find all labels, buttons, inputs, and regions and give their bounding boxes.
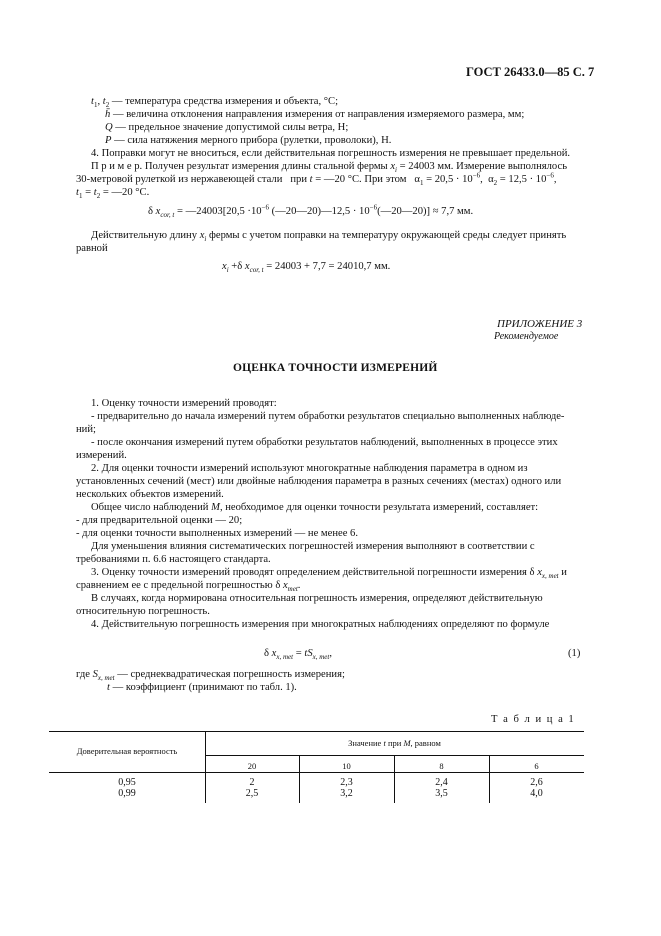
- body-p2c: - для предварительной оценки — 20;: [76, 515, 243, 526]
- table-col-header: 8: [439, 761, 444, 771]
- table-caption: Т а б л и ц а 1: [491, 714, 576, 725]
- def-q: Q — предельное значение допустимой силы ветра, Н;: [105, 122, 349, 133]
- actual-length-line-1: Действительную длину $x_i$ фермы с учетом поправки на температуру окружающей среды следует принять: [91, 230, 567, 244]
- appendix-status: Рекомендуемое: [494, 331, 559, 342]
- table-top-border: [49, 731, 584, 732]
- table-col-header: 6: [534, 761, 539, 771]
- table-cell: 3,5: [435, 788, 448, 799]
- actual-length-line-2: равной: [76, 243, 108, 254]
- table-cell: 4,0: [530, 788, 543, 799]
- body-p2b: Общее число наблюдений M, необходимое для оценки точности результата измерений, составляет:: [91, 502, 539, 513]
- table-header-group: [205, 737, 584, 751]
- body-p2-l2: установленных сечений (мест) или двойные наблюдения параметра в разных сечениях (местах) одного или: [76, 476, 562, 487]
- formula-number: (1): [568, 648, 581, 659]
- table-cell: 2,6: [530, 777, 543, 788]
- table-cell: 3,2: [340, 788, 353, 799]
- where-s: где $S_{x, met}$ — среднеквадратическая погрешность измерения;: [76, 669, 345, 683]
- section-title: ОЦЕНКА ТОЧНОСТИ ИЗМЕРЕНИЙ: [233, 362, 438, 374]
- body-p3-l1: 3. Оценку точности измерений проводят определением действительной погрешности измерения δ $x_{x, met}$ и: [91, 567, 567, 581]
- body-p2-l1: 2. Для оценки точности измерений используют многократные наблюдения параметра в одном из: [91, 463, 528, 474]
- table-cell-probability: 0,95: [118, 777, 136, 788]
- table-header-probability: Доверительная вероятность: [76, 746, 178, 756]
- example-line-1: П р и м е р. Получен результат измерения длины стальной фермы $x_i = 24003$ мм. Измерение выполнялось: [91, 161, 568, 175]
- appendix-label: ПРИЛОЖЕНИЕ 3: [497, 318, 583, 330]
- body-p1a-l2: ний;: [76, 424, 96, 435]
- page-header: ГОСТ 26433.0—85 С. 7: [466, 65, 595, 79]
- body-p3b-l2: относительную погрешность.: [76, 606, 210, 617]
- table-cell: 2,3: [340, 777, 353, 788]
- table-cell-probability: 0,99: [118, 788, 136, 799]
- example-line-3: $t_1 = t_2$ = —20 °С.: [76, 187, 150, 201]
- where-t: t — коэффициент (принимают по табл. 1).: [107, 682, 297, 693]
- body-p4: 4. Действительную погрешность измерения при многократных наблюдениях определяют по формуле: [91, 619, 550, 630]
- table-header-group-text: Значение t при M, равном: [348, 738, 441, 748]
- table-cell: 2,5: [245, 788, 259, 799]
- table-cell: 2,4: [435, 777, 448, 788]
- body-p2e-l2: требованиями п. 6.6 настоящего стандарта.: [76, 554, 271, 565]
- def-p: P — сила натяжения мерного прибора (рулетки, проволоки), Н.: [105, 135, 392, 146]
- body-p1: 1. Оценку точности измерений проводят:: [91, 398, 277, 409]
- body-p2d: - для оценки точности выполненных измерений — не менее 6.: [76, 528, 359, 539]
- formula-1: δ $x_{x, met} = tS_{x, met}$,: [264, 648, 332, 662]
- def-h: h̄ — величина отклонения направления измерения от направления измеряемого размера, мм;: [105, 109, 525, 120]
- example-formula: δ $x_{cor, t}$ = —24003[20,5 $\cdot 10^{-6}$ (—20—20)—12,5 · $10^{-6}(—20—20)] \approx 7,7$ мм.: [148, 203, 474, 220]
- body-p1b-l2: измерений.: [76, 450, 127, 461]
- table-cell: 2: [249, 777, 255, 788]
- def-t1-t2: $t_1$, $t_2$ — температура средства измерения и объекта, °С;: [91, 96, 339, 110]
- example-line-2: 30-метровой рулеткой из нержавеющей стали при t = —20 °С. При этом $\alpha_1 = 20,5 \cdot 10^{-6}$, $\alpha_2 = 12,5 \cdot 10^{-6}$,: [76, 171, 557, 188]
- body-p3b-l1: В случаях, когда нормирована относительная погрешность измерения, определяют действительную: [91, 593, 543, 604]
- body-p2e-l1: Для уменьшения влияния систематических погрешностей измерения выполняют в соответствии с: [91, 541, 535, 552]
- body-p2-l3: нескольких объектов измерений.: [76, 489, 224, 500]
- table-col-header: 10: [342, 761, 351, 771]
- para-4-corrections: 4. Поправки могут не вноситься, если действительная погрешность измерения не превышает предельной.: [91, 148, 571, 159]
- body-p1a-l1: - предварительно до начала измерений путем обработки результатов специально выполненных наблюде-: [91, 411, 565, 422]
- table-col-header: 20: [247, 761, 257, 771]
- body-p1b-l1: - после окончания измерений путем обработки результатов наблюдений, выполненных в процессе этих: [91, 437, 558, 448]
- actual-length-formula: $x_i +\delta$ $x_{cor, t} = 24003 + 7,7 = 24010,7$ мм.: [222, 261, 391, 275]
- body-p3-l2: сравнением ее с предельной погрешностью δ $x_{met}$.: [76, 580, 301, 594]
